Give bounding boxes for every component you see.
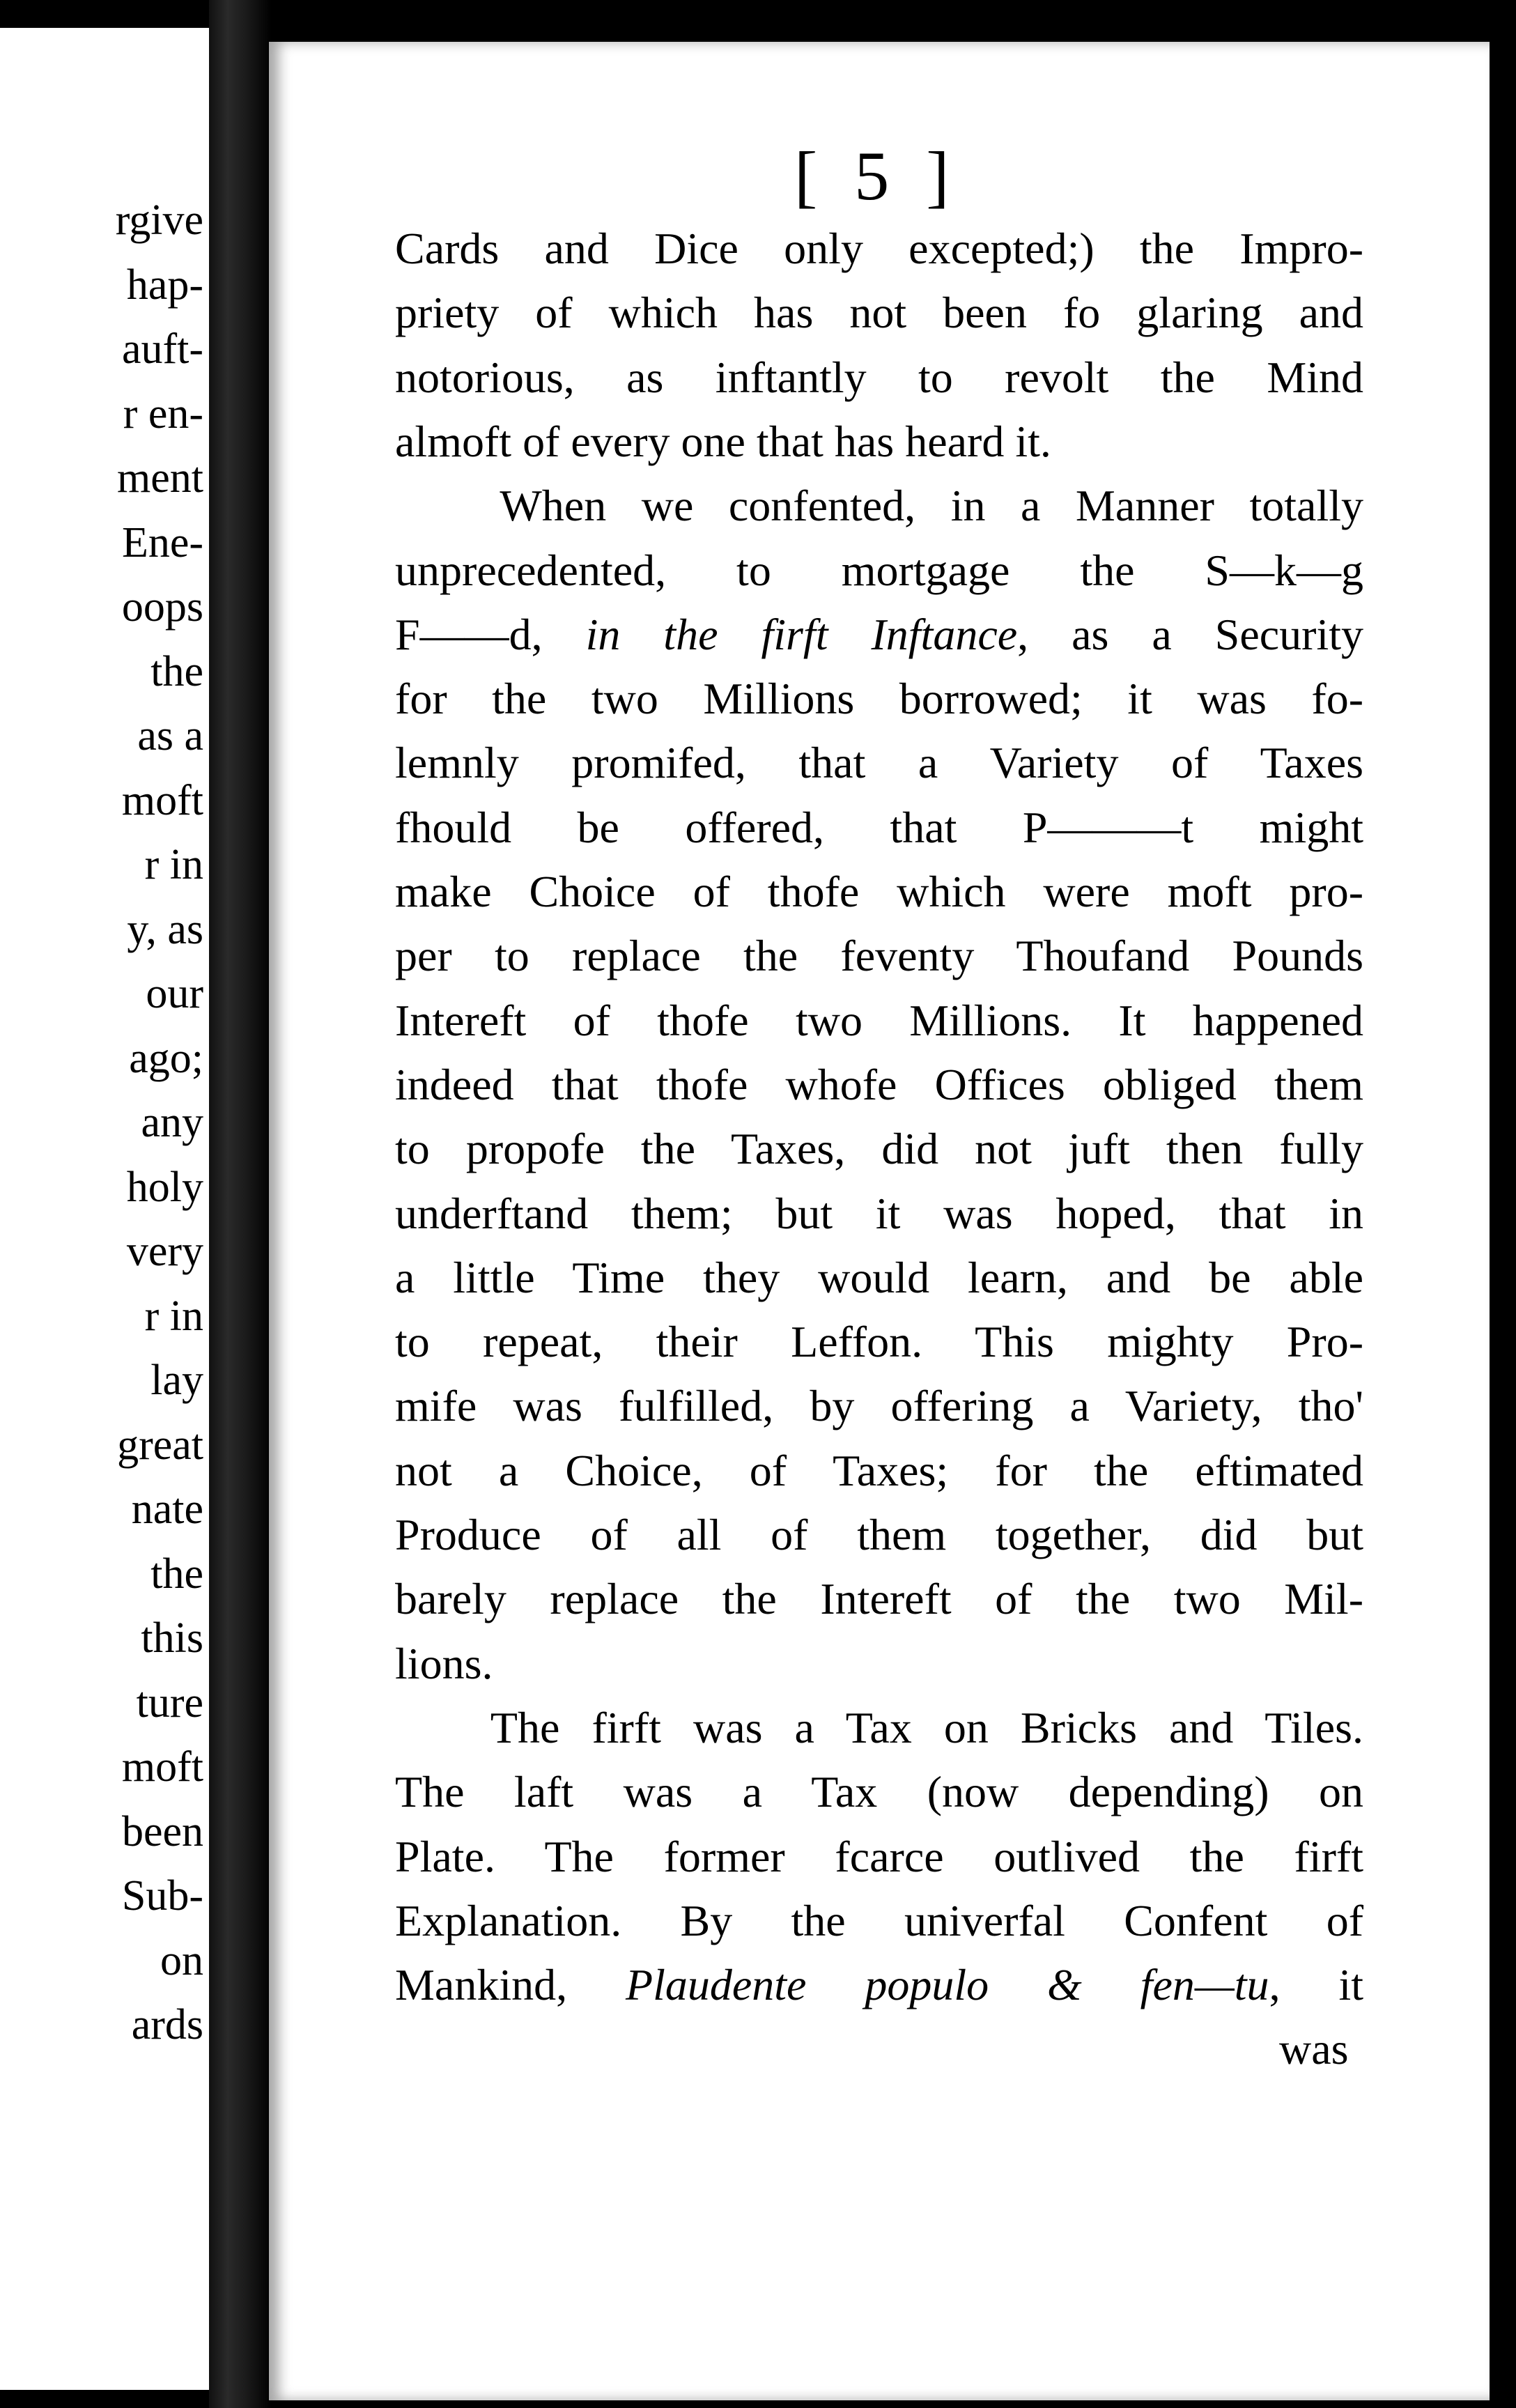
text-line	[395, 416, 1051, 466]
facing-page-fragment: as a	[137, 712, 203, 759]
text-span: When we confented, in a Manner totally	[395, 481, 1363, 531]
text-line	[395, 931, 1363, 981]
text-line	[395, 1317, 1363, 1367]
text-span: notorious, as inftantly to revolt the Mind	[395, 352, 1363, 402]
facing-page-fragment: lay	[150, 1357, 203, 1404]
facing-page-fragment: ards	[131, 2001, 203, 2048]
facing-page-fragment: the	[150, 647, 203, 695]
text-line	[395, 1381, 1363, 1431]
text-span: to repeat, their Leffon. This mighty Pro-	[395, 1317, 1363, 1367]
text-line	[395, 1252, 1363, 1302]
text-span: not a Choice, of Taxes; for the eftimated	[395, 1445, 1363, 1495]
text-line	[395, 609, 1364, 659]
text-line	[395, 1510, 1363, 1559]
text-span: priety of which has not been fo glaring and	[395, 288, 1363, 338]
text-line	[395, 1574, 1363, 1624]
italic-text: Plaudente populo & fen—tu	[625, 1960, 1269, 2010]
text-span: , as a Security	[1017, 609, 1364, 659]
text-line	[395, 802, 1363, 852]
facing-page-fragment: y, as	[127, 905, 203, 953]
facing-page-fragment: r in	[144, 841, 203, 888]
catchword: was	[1279, 2024, 1349, 2074]
text-line	[395, 1638, 493, 1688]
book-gutter	[209, 0, 272, 2408]
facing-page-fragment: auft-	[121, 325, 203, 373]
facing-page-fragment: very	[126, 1228, 203, 1275]
text-line	[395, 1895, 1363, 1945]
italic-text: in the firft Inftance	[585, 609, 1018, 659]
facing-page-fragment: Sub-	[121, 1872, 203, 1920]
text-span: almoft of every one that has heard it.	[395, 416, 1051, 466]
text-line	[395, 1702, 1363, 1752]
text-span: indeed that thofe whofe Offices obliged them	[395, 1059, 1363, 1109]
text-line	[395, 738, 1363, 788]
text-span: lions.	[395, 1638, 493, 1688]
text-span: lemnly promifed, that a Variety of Taxes	[395, 738, 1363, 788]
facing-page-fragment: hap-	[126, 261, 203, 309]
text-span: a little Time they would learn, and be able	[395, 1252, 1363, 1302]
text-span: mife was fulfilled, by offering a Variety, tho'	[395, 1381, 1363, 1431]
facing-page-fragment: moft	[121, 776, 203, 824]
facing-page-fragment: ago;	[129, 1034, 203, 1082]
text-line	[395, 288, 1363, 338]
text-span: make Choice of thofe which were moft pro-	[395, 867, 1363, 916]
facing-page-fragment: ment	[117, 454, 203, 502]
text-span: fhould be offered, that P———t might	[395, 802, 1363, 852]
text-span: underftand them; but it was hoped, that in	[395, 1188, 1363, 1238]
text-span: for the two Millions borrowed; it was fo-	[395, 674, 1363, 724]
text-span: , it	[1269, 1960, 1364, 2010]
text-line	[395, 1059, 1363, 1109]
text-span: Plate. The former fcarce outlived the firft	[395, 1831, 1363, 1881]
text-span: Intereft of thofe two Millions. It happened	[395, 995, 1363, 1045]
text-line	[395, 352, 1363, 402]
text-span: Cards and Dice only excepted;) the Impro-	[395, 224, 1363, 273]
text-span: Explanation. By the univerfal Confent of	[395, 1895, 1363, 1945]
text-span: unprecedented, to mortgage the S—k—g	[395, 545, 1363, 595]
facing-page-fragment: rgive	[115, 196, 203, 244]
text-span: The laft was a Tax (now depending) on	[395, 1767, 1363, 1817]
facing-page-fragment: moft	[121, 1743, 203, 1791]
text-line	[395, 1831, 1363, 1881]
text-line	[395, 545, 1363, 595]
text-line	[395, 481, 1363, 531]
text-line	[395, 867, 1363, 916]
facing-page-fragment: on	[160, 1936, 203, 1984]
text-span: per to replace the feventy Thoufand Pounds	[395, 931, 1363, 981]
facing-page-fragment: holy	[126, 1163, 203, 1211]
text-line	[395, 1124, 1363, 1174]
text-span: Produce of all of them together, did but	[395, 1510, 1363, 1559]
page-number: [ 5 ]	[794, 137, 959, 215]
text-line	[395, 1767, 1363, 1817]
text-line	[395, 226, 1363, 271]
facing-page-fragment: been	[121, 1807, 203, 1855]
facing-page-fragment: Ene-	[121, 518, 203, 566]
facing-page-fragment: the	[150, 1550, 203, 1598]
facing-page-edge	[0, 28, 209, 2390]
facing-page-fragment: our	[146, 970, 203, 1017]
facing-page-fragment: r in	[144, 1292, 203, 1340]
text-line	[395, 674, 1363, 724]
text-line	[395, 1960, 1364, 2010]
text-span: F——d,	[395, 609, 586, 659]
facing-page-fragment: ture	[136, 1678, 203, 1727]
text-span: The firft was a Tax on Bricks and Tiles.	[395, 1702, 1363, 1752]
text-line	[395, 1188, 1363, 1238]
facing-page-fragment: nate	[131, 1485, 203, 1533]
text-span: Mankind,	[395, 1960, 626, 2010]
facing-page-fragment: great	[117, 1421, 203, 1469]
facing-page-fragment: r en-	[123, 389, 203, 438]
facing-page-fragment: any	[141, 1099, 203, 1146]
facing-page-fragment: this	[141, 1614, 203, 1662]
text-line	[395, 1445, 1363, 1495]
text-span: to propofe the Taxes, did not juft then fully	[395, 1124, 1363, 1174]
text-span: barely replace the Intereft of the two Mil-	[395, 1574, 1363, 1624]
facing-page-fragment: oops	[121, 583, 203, 631]
text-line	[395, 995, 1363, 1045]
